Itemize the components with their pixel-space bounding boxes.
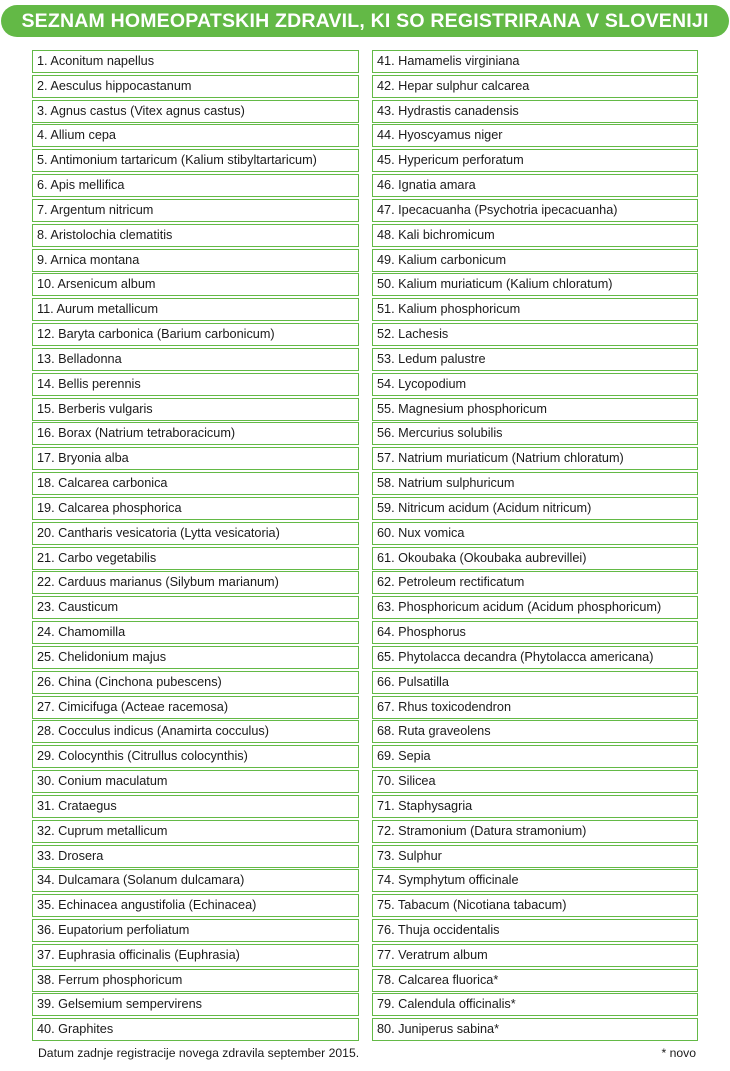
list-item: 72. Stramonium (Datura stramonium) bbox=[372, 820, 698, 843]
list-item: 28. Cocculus indicus (Anamirta cocculus) bbox=[32, 720, 359, 743]
list-item: 2. Aesculus hippocastanum bbox=[32, 75, 359, 98]
list-item: 78. Calcarea fluorica* bbox=[372, 969, 698, 992]
list-item: 41. Hamamelis virginiana bbox=[372, 50, 698, 73]
list-item: 16. Borax (Natrium tetraboracicum) bbox=[32, 422, 359, 445]
list-item: 43. Hydrastis canadensis bbox=[372, 100, 698, 123]
list-item: 45. Hypericum perforatum bbox=[372, 149, 698, 172]
list-item: 8. Aristolochia clematitis bbox=[32, 224, 359, 247]
list-item: 18. Calcarea carbonica bbox=[32, 472, 359, 495]
list-item: 30. Conium maculatum bbox=[32, 770, 359, 793]
list-item: 7. Argentum nitricum bbox=[32, 199, 359, 222]
list-item: 65. Phytolacca decandra (Phytolacca americana) bbox=[372, 646, 698, 669]
list-item: 35. Echinacea angustifolia (Echinacea) bbox=[32, 894, 359, 917]
list-item: 31. Crataegus bbox=[32, 795, 359, 818]
list-item: 37. Euphrasia officinalis (Euphrasia) bbox=[32, 944, 359, 967]
list-item: 13. Belladonna bbox=[32, 348, 359, 371]
list-item: 32. Cuprum metallicum bbox=[32, 820, 359, 843]
list-item: 12. Baryta carbonica (Barium carbonicum) bbox=[32, 323, 359, 346]
list-item: 70. Silicea bbox=[372, 770, 698, 793]
list-item: 64. Phosphorus bbox=[372, 621, 698, 644]
list-item: 33. Drosera bbox=[32, 845, 359, 868]
list-item: 50. Kalium muriaticum (Kalium chloratum) bbox=[372, 273, 698, 296]
list-item: 60. Nux vomica bbox=[372, 522, 698, 545]
asterisk-legend: * novo bbox=[661, 1046, 696, 1060]
list-item: 34. Dulcamara (Solanum dulcamara) bbox=[32, 869, 359, 892]
list-item: 10. Arsenicum album bbox=[32, 273, 359, 296]
list-item: 71. Staphysagria bbox=[372, 795, 698, 818]
list-item: 25. Chelidonium majus bbox=[32, 646, 359, 669]
list-item: 54. Lycopodium bbox=[372, 373, 698, 396]
list-item: 69. Sepia bbox=[372, 745, 698, 768]
list-item: 77. Veratrum album bbox=[372, 944, 698, 967]
list-item: 59. Nitricum acidum (Acidum nitricum) bbox=[372, 497, 698, 520]
list-item: 19. Calcarea phosphorica bbox=[32, 497, 359, 520]
list-item: 67. Rhus toxicodendron bbox=[372, 696, 698, 719]
list-item: 17. Bryonia alba bbox=[32, 447, 359, 470]
list-item: 73. Sulphur bbox=[372, 845, 698, 868]
list-item: 4. Allium cepa bbox=[32, 124, 359, 147]
list-item: 36. Eupatorium perfoliatum bbox=[32, 919, 359, 942]
page-title: SEZNAM HOMEOPATSKIH ZDRAVIL, KI SO REGISTRIRANA V SLOVENIJI bbox=[21, 9, 709, 32]
list-item: 21. Carbo vegetabilis bbox=[32, 547, 359, 570]
list-item: 61. Okoubaka (Okoubaka aubrevillei) bbox=[372, 547, 698, 570]
list-item: 76. Thuja occidentalis bbox=[372, 919, 698, 942]
list-item: 57. Natrium muriaticum (Natrium chloratum) bbox=[372, 447, 698, 470]
list-item: 40. Graphites bbox=[32, 1018, 359, 1041]
list-item: 15. Berberis vulgaris bbox=[32, 398, 359, 421]
list-item: 26. China (Cinchona pubescens) bbox=[32, 671, 359, 694]
list-item: 20. Cantharis vesicatoria (Lytta vesicatoria) bbox=[32, 522, 359, 545]
list-item: 74. Symphytum officinale bbox=[372, 869, 698, 892]
list-item: 52. Lachesis bbox=[372, 323, 698, 346]
list-item: 62. Petroleum rectificatum bbox=[372, 571, 698, 594]
list-item: 29. Colocynthis (Citrullus colocynthis) bbox=[32, 745, 359, 768]
list-item: 24. Chamomilla bbox=[32, 621, 359, 644]
list-item: 6. Apis mellifica bbox=[32, 174, 359, 197]
list-item: 27. Cimicifuga (Acteae racemosa) bbox=[32, 696, 359, 719]
list-item: 58. Natrium sulphuricum bbox=[372, 472, 698, 495]
list-item: 79. Calendula officinalis* bbox=[372, 993, 698, 1016]
list-item: 49. Kalium carbonicum bbox=[372, 249, 698, 272]
list-item: 47. Ipecacuanha (Psychotria ipecacuanha) bbox=[372, 199, 698, 222]
list-item: 38. Ferrum phosphoricum bbox=[32, 969, 359, 992]
list-item: 42. Hepar sulphur calcarea bbox=[372, 75, 698, 98]
list-item: 63. Phosphoricum acidum (Acidum phosphoricum) bbox=[372, 596, 698, 619]
list-item: 75. Tabacum (Nicotiana tabacum) bbox=[372, 894, 698, 917]
list-item: 9. Arnica montana bbox=[32, 249, 359, 272]
remedy-list-left bbox=[32, 50, 359, 1043]
list-item: 46. Ignatia amara bbox=[372, 174, 698, 197]
list-item: 56. Mercurius solubilis bbox=[372, 422, 698, 445]
list-item: 23. Causticum bbox=[32, 596, 359, 619]
list-item: 1. Aconitum napellus bbox=[32, 50, 359, 73]
list-item: 11. Aurum metallicum bbox=[32, 298, 359, 321]
list-item: 44. Hyoscyamus niger bbox=[372, 124, 698, 147]
title-banner bbox=[1, 5, 729, 37]
list-item: 39. Gelsemium sempervirens bbox=[32, 993, 359, 1016]
list-item: 48. Kali bichromicum bbox=[372, 224, 698, 247]
list-item: 22. Carduus marianus (Silybum marianum) bbox=[32, 571, 359, 594]
list-item: 55. Magnesium phosphoricum bbox=[372, 398, 698, 421]
list-item: 14. Bellis perennis bbox=[32, 373, 359, 396]
list-item: 51. Kalium phosphoricum bbox=[372, 298, 698, 321]
list-item: 80. Juniperus sabina* bbox=[372, 1018, 698, 1041]
list-item: 66. Pulsatilla bbox=[372, 671, 698, 694]
registration-date-note: Datum zadnje registracije novega zdravila september 2015. bbox=[38, 1046, 360, 1060]
remedy-list-right bbox=[372, 50, 698, 1043]
list-item: 3. Agnus castus (Vitex agnus castus) bbox=[32, 100, 359, 123]
list-item: 5. Antimonium tartaricum (Kalium stibyltartaricum) bbox=[32, 149, 359, 172]
list-item: 68. Ruta graveolens bbox=[372, 720, 698, 743]
list-item: 53. Ledum palustre bbox=[372, 348, 698, 371]
